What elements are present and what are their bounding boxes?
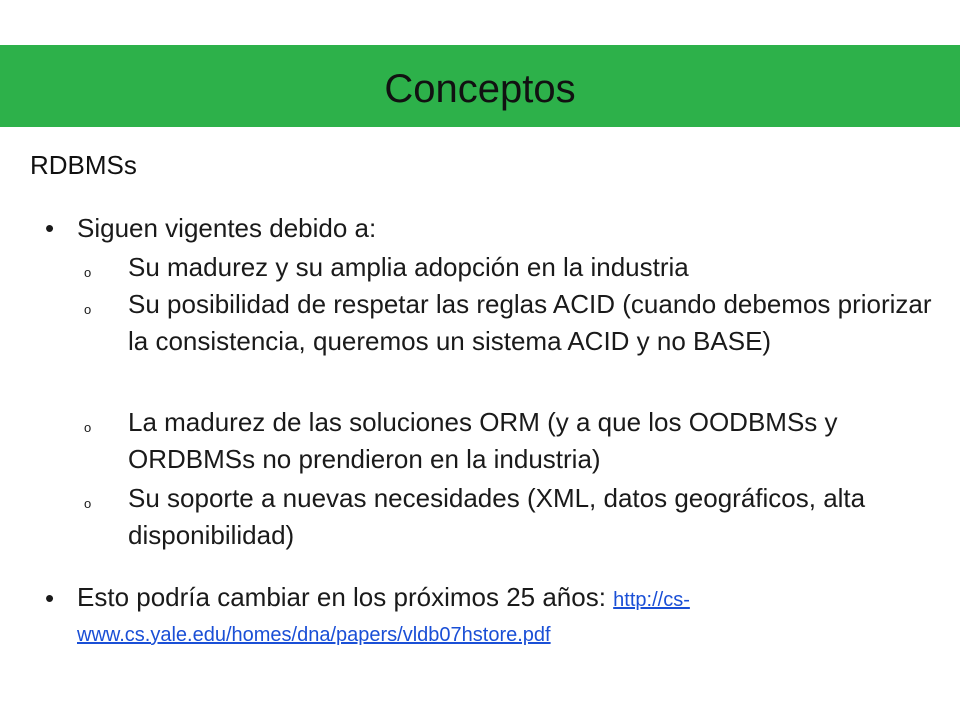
- slide-subtitle: RDBMSs: [30, 150, 137, 180]
- title-bar: [0, 45, 960, 127]
- sub-bullet-marker: o: [84, 496, 92, 511]
- sub-item-text: Su soporte a nuevas necesidades (XML, datos geográficos, alta disponibilidad): [128, 483, 866, 550]
- sub-bullet-marker: o: [84, 302, 92, 317]
- sub-bullet-marker: o: [84, 265, 92, 280]
- bullet-text: Esto podría cambiar en los próximos 25 años:: [77, 582, 606, 612]
- sub-item-text: Su posibilidad de respetar las reglas ACID (cuando debemos priorizar la consistencia, queremos un sistema ACID y no BASE): [128, 289, 932, 356]
- bullet-text-block: [77, 580, 937, 650]
- sub-item-text: Su madurez y su amplia adopción en la industria: [128, 252, 689, 282]
- bullet-marker: •: [45, 213, 55, 243]
- bullet-marker: •: [45, 583, 55, 613]
- paper-link[interactable]: http://cs-www.cs.yale.edu/homes/dna/papers/vldb07hstore.pdf: [77, 589, 690, 646]
- sub-bullet-marker: o: [84, 420, 92, 435]
- slide-title: Conceptos: [384, 67, 576, 111]
- sub-item-text: La madurez de las soluciones ORM (y a que los OODBMSs y ORDBMSs no prendieron en la industria): [128, 407, 838, 474]
- bullet-text: Siguen vigentes debido a:: [77, 213, 377, 243]
